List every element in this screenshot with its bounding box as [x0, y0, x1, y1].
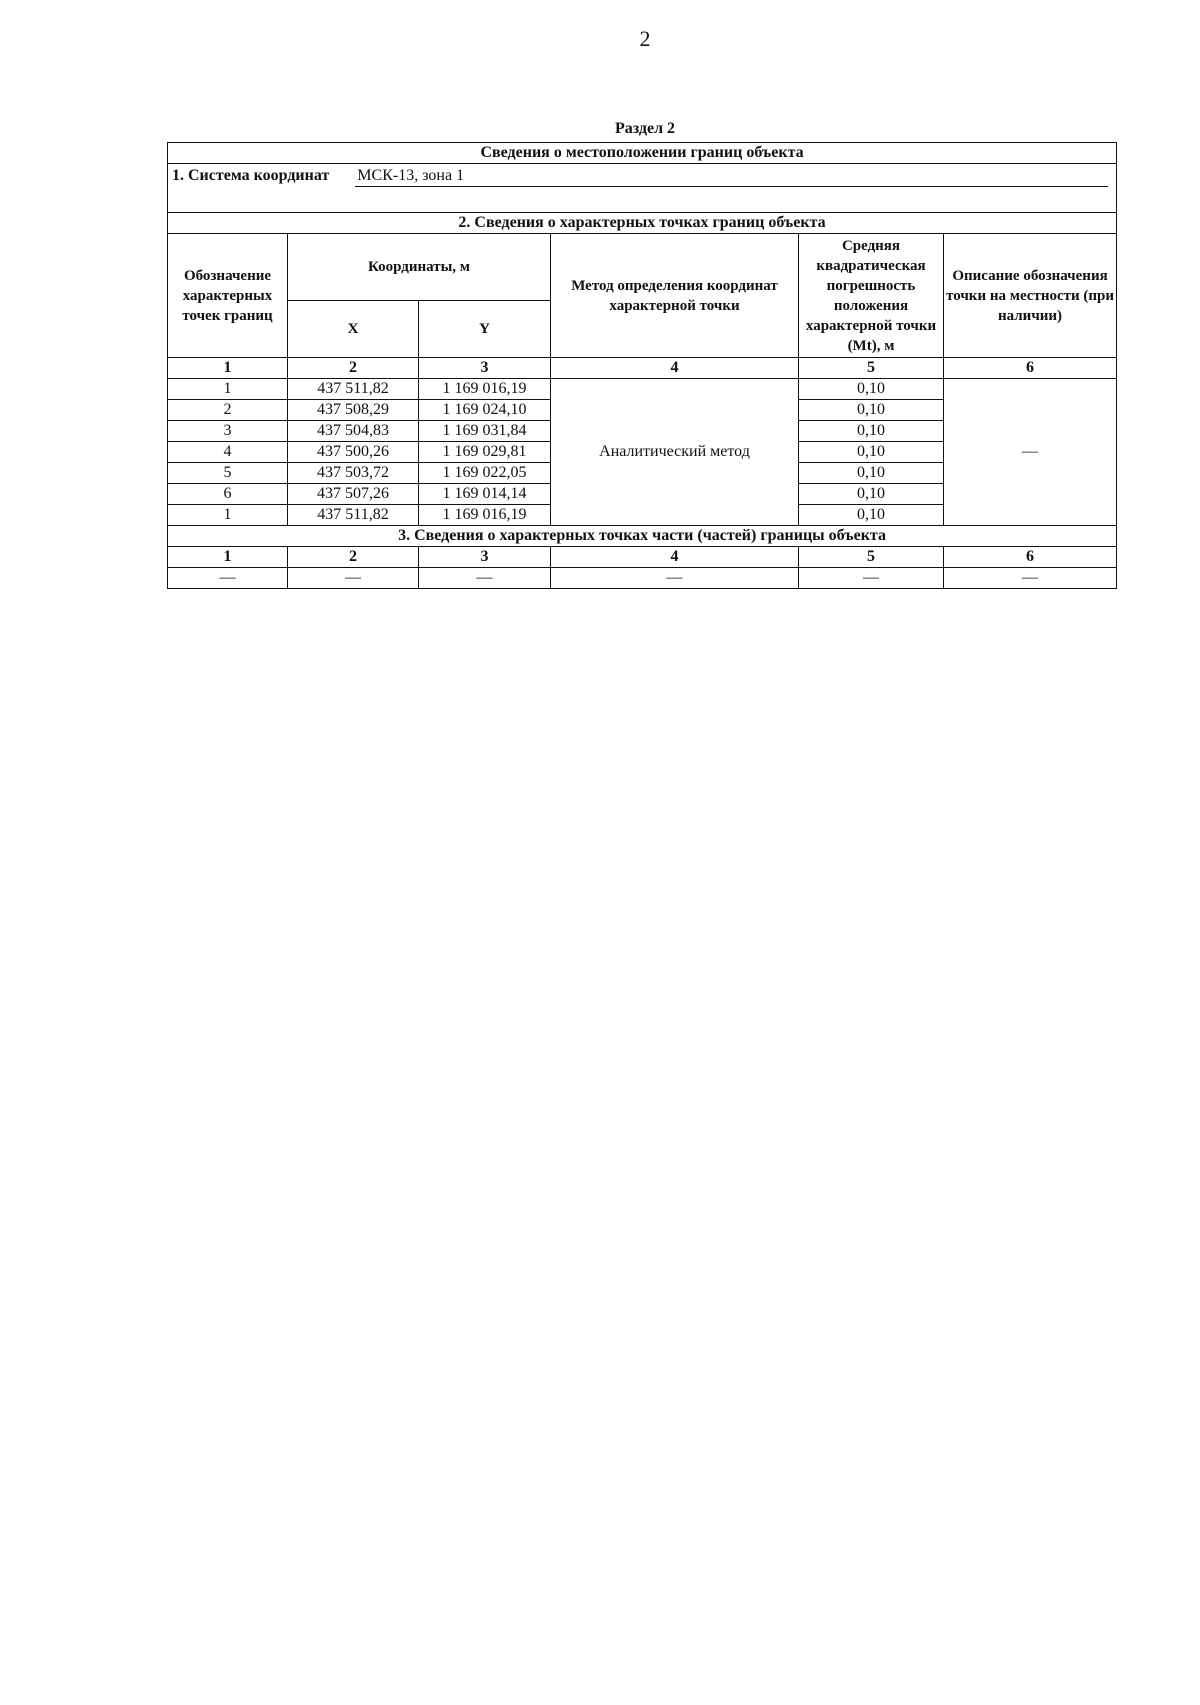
point-x: 437 504,83: [288, 421, 419, 442]
coord-system-row: [168, 164, 1117, 213]
header-x: X: [288, 301, 419, 358]
point-x: 437 503,72: [288, 463, 419, 484]
column-numbers-row: [168, 358, 1117, 379]
method-cell: Аналитический метод: [551, 379, 799, 526]
part-cell: —: [799, 568, 944, 589]
point-y: 1 169 029,81: [419, 442, 551, 463]
column-number: 6: [944, 547, 1117, 568]
point-id: 1: [168, 379, 288, 400]
part-cell: —: [288, 568, 419, 589]
point-mt: 0,10: [799, 400, 944, 421]
page-number: 2: [639, 26, 651, 51]
part-cell: —: [168, 568, 288, 589]
point-id: 2: [168, 400, 288, 421]
header-description: Описание обозначения точки на местности (при наличии): [944, 234, 1117, 358]
point-mt: 0,10: [799, 463, 944, 484]
part-cell: —: [419, 568, 551, 589]
point-y: 1 169 016,19: [419, 379, 551, 400]
column-number: 4: [551, 358, 799, 379]
column-number: 1: [168, 547, 288, 568]
coord-system-label: 1. Система координат: [172, 167, 330, 184]
part-table-row: [168, 568, 1117, 589]
column-number: 5: [799, 358, 944, 379]
header-y: Y: [419, 301, 551, 358]
header-method: Метод определения координат характерной точки: [551, 234, 799, 358]
points-section-title: 2. Сведения о характерных точках границ объекта: [168, 213, 1117, 234]
point-x: 437 511,82: [288, 505, 419, 526]
point-y: 1 169 016,19: [419, 505, 551, 526]
point-mt: 0,10: [799, 421, 944, 442]
section-title: Раздел 2: [614, 120, 676, 137]
point-mt: 0,10: [799, 505, 944, 526]
point-id: 3: [168, 421, 288, 442]
column-number: 4: [551, 547, 799, 568]
point-x: 437 511,82: [288, 379, 419, 400]
point-id: 4: [168, 442, 288, 463]
header-point-designation: Обозначение характерных точек границ: [168, 234, 288, 358]
point-x: 437 507,26: [288, 484, 419, 505]
boundary-table: [167, 142, 1117, 589]
point-mt: 0,10: [799, 442, 944, 463]
point-id: 5: [168, 463, 288, 484]
point-id: 1: [168, 505, 288, 526]
part-section-title: 3. Сведения о характерных точках части (частей) границы объекта: [168, 526, 1117, 547]
point-x: 437 508,29: [288, 400, 419, 421]
column-number: 5: [799, 547, 944, 568]
part-column-numbers-row: [168, 547, 1117, 568]
point-mt: 0,10: [799, 484, 944, 505]
point-y: 1 169 024,10: [419, 400, 551, 421]
table-title: Сведения о местоположении границ объекта: [168, 143, 1117, 164]
coord-system-value: МСК-13, зона 1: [355, 166, 1108, 187]
point-y: 1 169 031,84: [419, 421, 551, 442]
column-number: 3: [419, 547, 551, 568]
table-row: [168, 379, 1117, 400]
point-x: 437 500,26: [288, 442, 419, 463]
header-mean-error: Средняя квадратическая погрешность положения характерной точки (Mt), м: [799, 234, 944, 358]
description-cell: —: [944, 379, 1117, 526]
header-coordinates: Координаты, м: [288, 234, 551, 301]
column-number: 2: [288, 547, 419, 568]
part-cell: —: [551, 568, 799, 589]
part-cell: —: [944, 568, 1117, 589]
point-y: 1 169 022,05: [419, 463, 551, 484]
point-y: 1 169 014,14: [419, 484, 551, 505]
column-number: 2: [288, 358, 419, 379]
point-mt: 0,10: [799, 379, 944, 400]
column-number: 1: [168, 358, 288, 379]
column-number: 6: [944, 358, 1117, 379]
point-id: 6: [168, 484, 288, 505]
column-number: 3: [419, 358, 551, 379]
